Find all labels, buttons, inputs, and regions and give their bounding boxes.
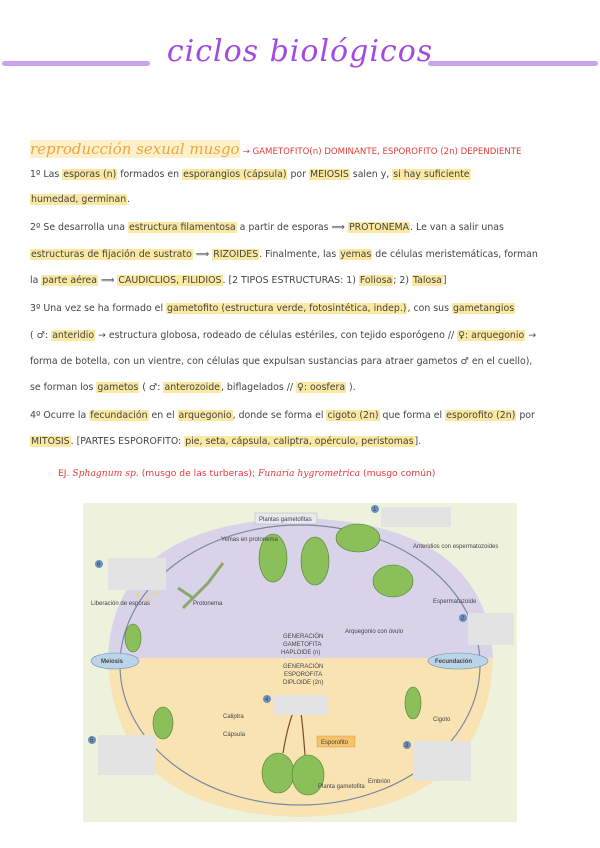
label-gen-diploide-3: DIPLOIDE (2n) [283, 680, 324, 686]
text: a partir de esporas ⟹ [236, 222, 348, 233]
label-gen-diploide-1: GENERACIÓN [283, 664, 324, 670]
label-meiosis: Meiosis [101, 659, 124, 665]
text: → [525, 330, 537, 341]
label-fecundacion: Fecundación [435, 659, 473, 665]
text: ( ♂: [139, 382, 164, 393]
example-prefix: EJ. [58, 468, 70, 479]
p3-line2 [30, 330, 536, 341]
highlight: parte aérea [42, 275, 97, 286]
step-5: 5 [90, 738, 94, 744]
subtitle-note: → GAMETOFITO(n) DOMINANTE, ESPOROFITO (2n) DEPENDIENTE [242, 147, 522, 157]
example-line [58, 468, 435, 479]
text: por [516, 410, 535, 421]
text: , biflagelados // [220, 382, 297, 393]
text: . [PARTES ESPOROFITO: [70, 436, 185, 447]
label-plantas-gametofitas: Plantas gametofitas [259, 517, 312, 523]
p2-line2 [30, 249, 538, 260]
text: ( ♂: [30, 330, 52, 341]
label-gen-haploide-1: GENERACIÓN [283, 634, 324, 640]
highlight: MEIOSIS [310, 169, 349, 180]
text: forma de botella, con un vientre, con células que expulsan sustancias para atraer gametos ♂ en el cuello), [30, 356, 533, 367]
text: . Le van a salir unas [410, 222, 504, 233]
species-1-common: (musgo de las turberas); [138, 468, 259, 479]
label-protonema: Protonema [193, 601, 223, 607]
text: . [127, 194, 131, 205]
text: 2º Se desarrolla una [30, 222, 129, 233]
p1-line2 [30, 194, 130, 205]
label-caliptra: Caliptra [223, 714, 244, 720]
highlight: MITOSIS [31, 436, 70, 447]
highlight: si hay suficiente [393, 169, 470, 180]
highlight: anteridio [52, 330, 95, 341]
highlight: esporas (n) [63, 169, 117, 180]
highlight: humedad, germinan [31, 194, 127, 205]
text: por [287, 169, 309, 180]
step-6: 6 [97, 562, 101, 568]
text: → estructura globosa, rodeado de células estériles, con tejido esporógeno // [95, 330, 458, 341]
label-arquegonio: Arquegonio con óvulo [345, 629, 404, 635]
p3-line1 [30, 303, 515, 314]
highlight: estructuras de fijación de sustrato [31, 249, 192, 260]
text: en el [148, 410, 178, 421]
highlight: gametos [97, 382, 139, 393]
p4-line2 [30, 436, 421, 447]
label-esporofito: Esporofito [321, 740, 349, 746]
label-espermatozoide: Espermatozoide [433, 599, 477, 605]
text: que forma el [379, 410, 446, 421]
text: . [2 TIPOS ESTRUCTURAS: 1) [222, 275, 359, 286]
page-title: ciclos biológicos [166, 34, 434, 69]
text: , con sus [407, 303, 452, 314]
subtitle: reproducción sexual musgo [30, 140, 240, 158]
label-anteridios: Anteridios con espermatozoides [413, 544, 499, 550]
blank-box-2 [468, 613, 514, 645]
highlight: gametangios [452, 303, 515, 314]
label-gen-haploide-3: HAPLOIDE (n) [281, 650, 321, 656]
blank-box-4 [273, 695, 328, 715]
label-capsula: Cápsula [223, 732, 246, 738]
text: ). [346, 382, 356, 393]
text: ⟹ [192, 249, 213, 260]
blank-box-3 [413, 741, 471, 781]
moss-life-cycle-diagram [83, 503, 517, 822]
highlight: anterozoide [164, 382, 220, 393]
highlight: Talosa [413, 275, 442, 286]
step-4: 4 [265, 697, 269, 703]
label-embrion: Embrión [368, 779, 391, 785]
highlight: esporangios (cápsula) [183, 169, 287, 180]
text: ]. [414, 436, 422, 447]
species-1: Sphagnum sp. [72, 468, 139, 479]
highlight: PROTONEMA [348, 222, 410, 233]
highlight: gametofito (estructura verde, fotosintética, indep.) [167, 303, 407, 314]
highlight: RIZOIDES [213, 249, 259, 260]
highlight: ♀: oosfera [297, 382, 346, 393]
step-1: 1 [373, 507, 377, 513]
text: 1º Las [30, 169, 63, 180]
p2-line1 [30, 222, 504, 233]
text: ] [442, 275, 447, 286]
label-gen-haploide-2: GAMETOFITA [283, 642, 322, 648]
text: , donde se forma el [232, 410, 327, 421]
blank-box-5 [98, 735, 156, 775]
highlight: estructura filamentosa [129, 222, 236, 233]
highlight: CAUDICLIOS, FILIDIOS [118, 275, 222, 286]
p3-line4 [30, 382, 356, 393]
species-2: Funaria hygrometrica [258, 468, 361, 479]
text: 4º Ocurre la [30, 410, 90, 421]
label-planta-gametofita: Planta gametofita [318, 784, 365, 790]
blank-box-1 [381, 507, 451, 527]
highlight: arquegonio [178, 410, 232, 421]
text: 3º Una vez se ha formado el [30, 303, 167, 314]
highlight: cigoto (2n) [327, 410, 379, 421]
highlight: pie, seta, cápsula, caliptra, opérculo, peristomas [185, 436, 414, 447]
text: se forman los [30, 382, 97, 393]
text: ⟹ [98, 275, 118, 286]
species-2-common: (musgo común) [360, 468, 436, 479]
p4-line1 [30, 410, 535, 421]
step-3: 3 [405, 743, 409, 749]
text: ; 2) [393, 275, 412, 286]
text: la [30, 275, 42, 286]
label-cigoto: Cigoto [433, 717, 451, 723]
step-2: 2 [461, 616, 465, 622]
blank-box-6 [108, 558, 166, 590]
label-gen-diploide-2: ESPOROFITA [284, 672, 323, 678]
text: salen y, [349, 169, 393, 180]
text: . Finalmente, las [259, 249, 340, 260]
text: de células meristemáticas, forman [372, 249, 538, 260]
label-liberacion: Liberación de esporas [91, 601, 151, 607]
highlight: yemas [340, 249, 372, 260]
p1-line1 [30, 169, 471, 180]
highlight: esporofito (2n) [446, 410, 516, 421]
subtitle-line [30, 140, 521, 158]
p3-line3 [30, 356, 532, 367]
p2-line3 [30, 275, 447, 286]
highlight: fecundación [90, 410, 148, 421]
text: formados en [117, 169, 183, 180]
label-yemas: Yemas en protonema [221, 537, 278, 543]
highlight: ♀: arquegonio [458, 330, 525, 341]
highlight: Foliosa [359, 275, 393, 286]
